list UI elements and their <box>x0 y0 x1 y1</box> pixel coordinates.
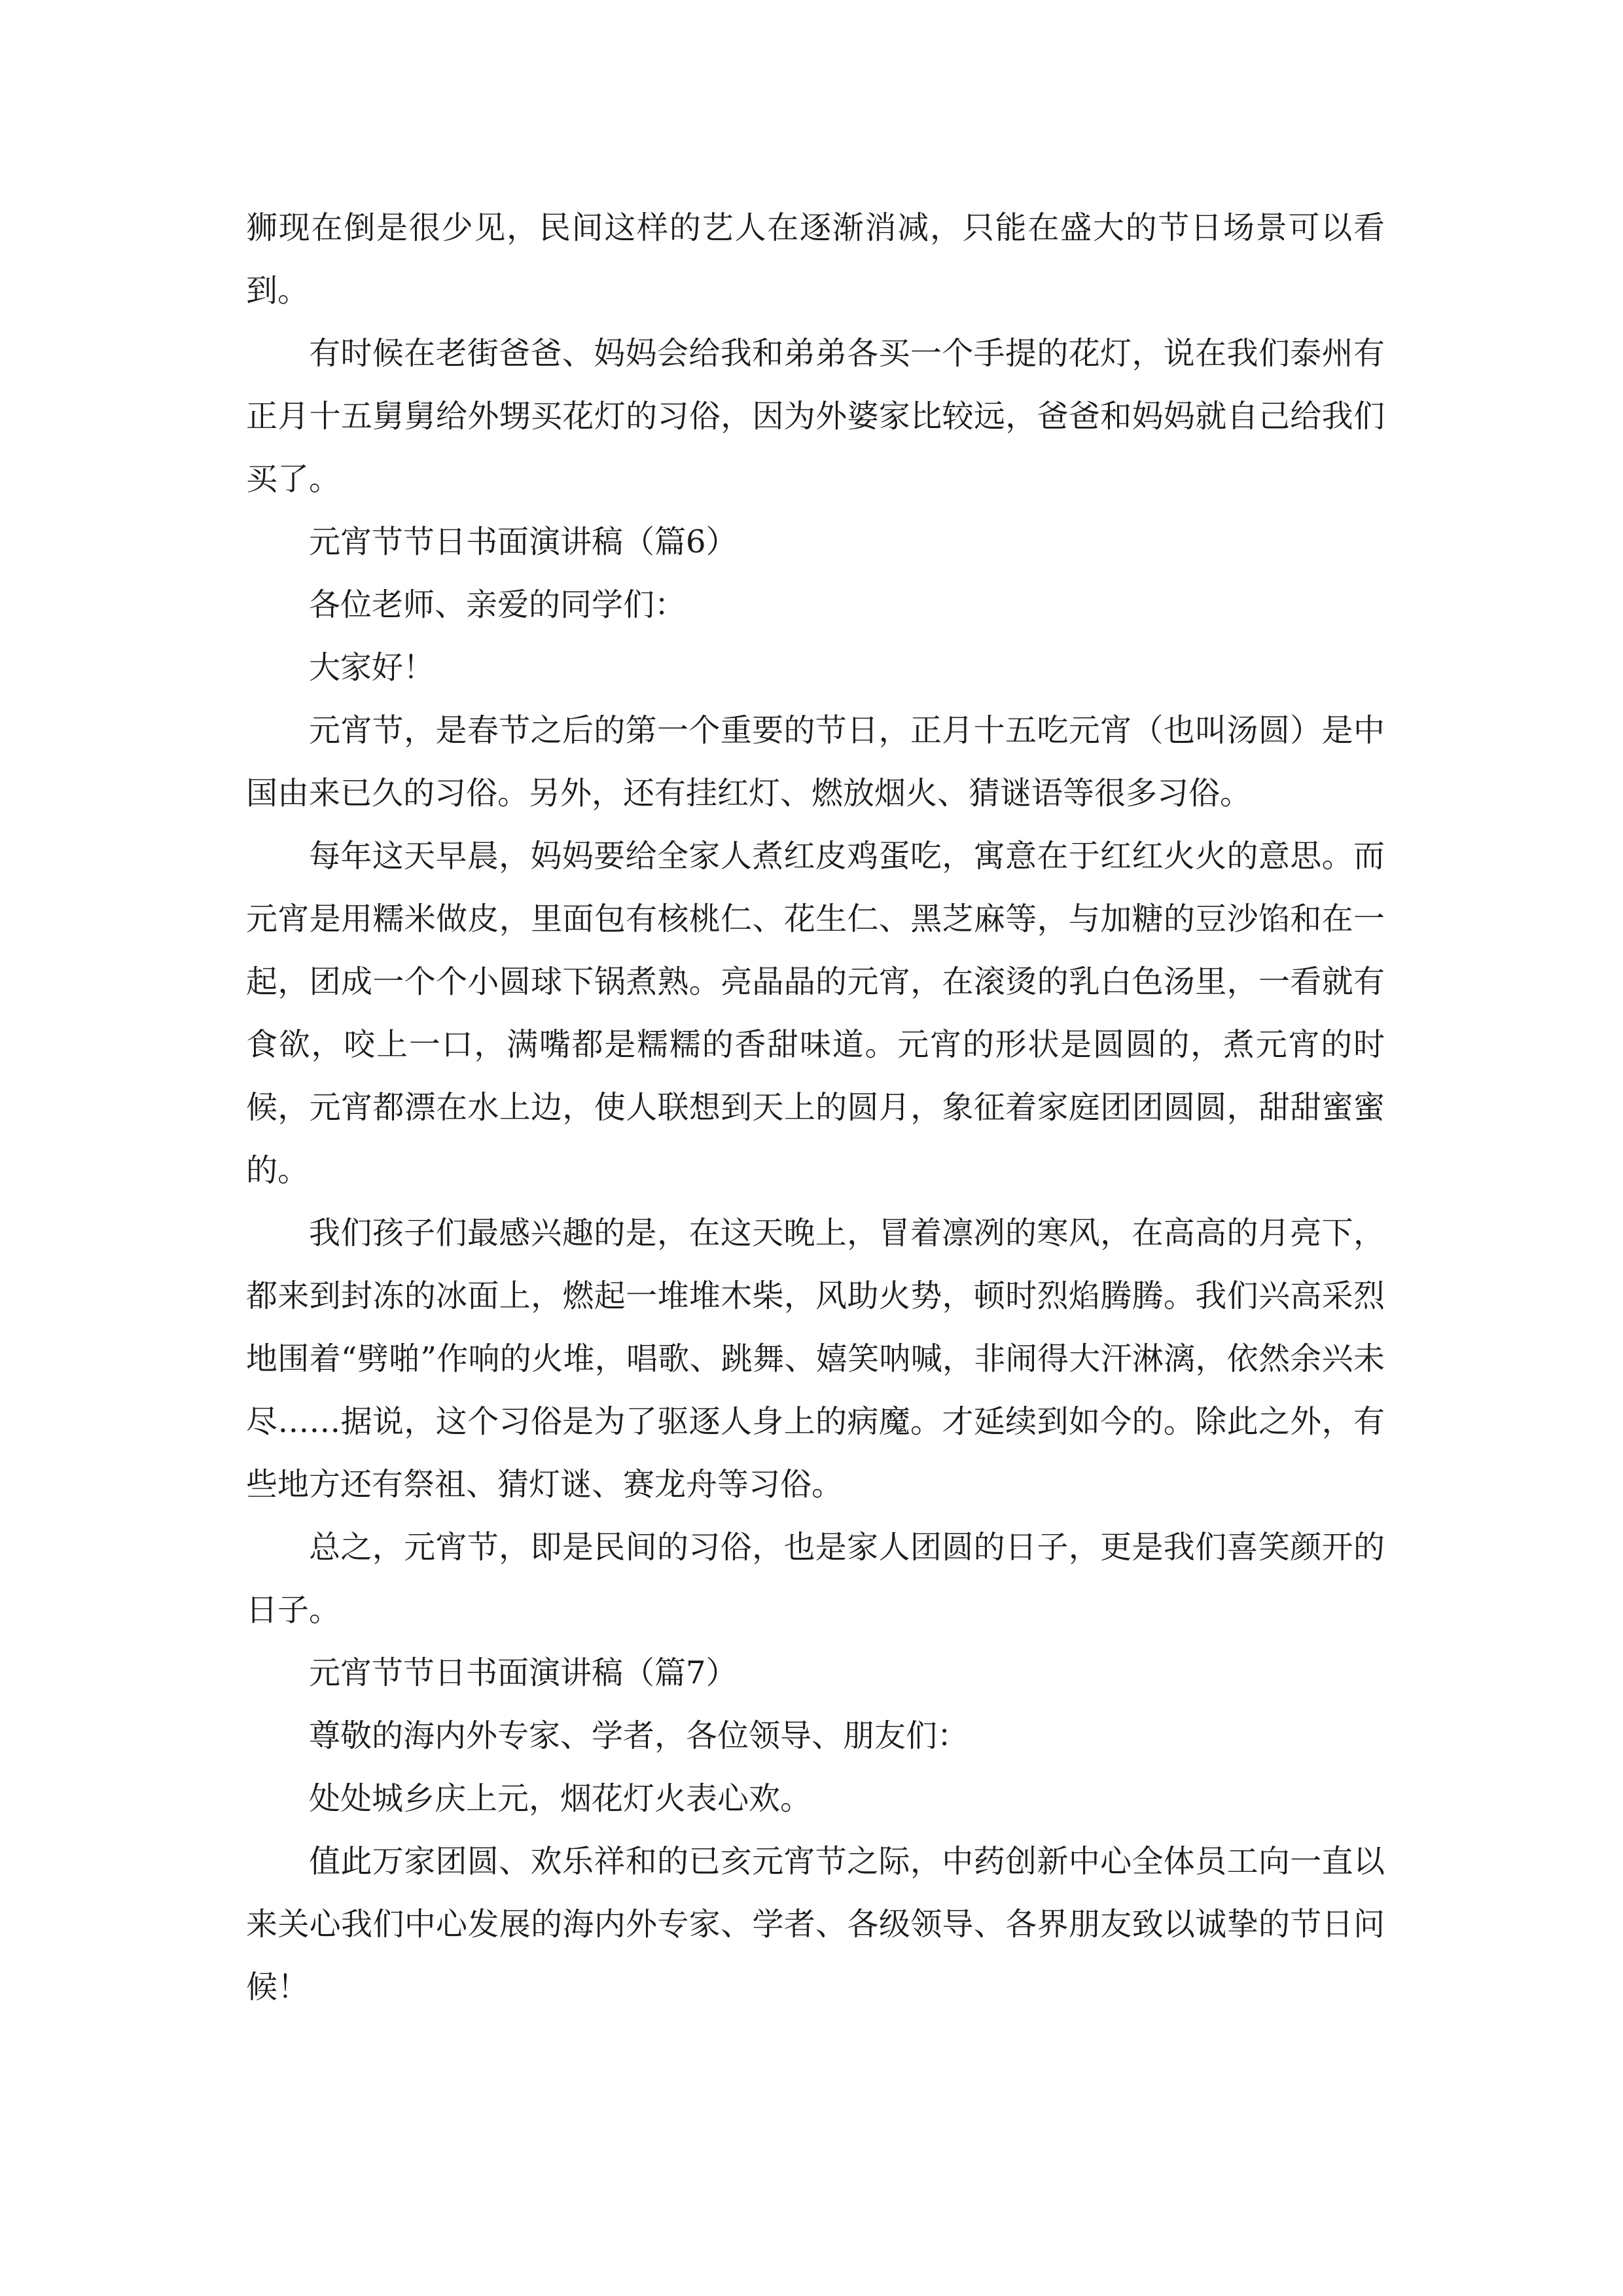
section-heading: 元宵节节日书面演讲稿（篇6） <box>309 524 738 560</box>
document-body <box>246 196 1385 2018</box>
paragraph: 我们孩子们最感兴趣的是，在这天晚上，冒着凛冽的寒风，在高高的月亮下，都来到封冻的冰面上，燃起一堆堆木柴，风助火势，顿时烈焰腾腾。我们兴高采烈地围着“劈啪”作响的火堆，唱歌、跳舞、嬉笑呐喊，非闹得大汗淋漓，依然余兴未尽……据说，这个习俗是为了驱逐人身上的病魔。才延续到如今的。除此之外，有些地方还有祭祖、猜灯谜、赛龙舟等习俗。 <box>246 1215 1385 1503</box>
salutation: 各位老师、亲爱的同学们： <box>309 586 687 623</box>
section-heading: 元宵节节日书面演讲稿（篇7） <box>309 1655 738 1691</box>
paragraph: 狮现在倒是很少见，民间这样的艺人在逐渐消减，只能在盛大的节日场景可以看到。 <box>246 209 1385 309</box>
paragraph: 有时候在老街爸爸、妈妈会给我和弟弟各买一个手提的花灯，说在我们泰州有正月十五舅舅给外甥买花灯的习俗，因为外婆家比较远，爸爸和妈妈就自己给我们买了。 <box>246 335 1385 497</box>
paragraph: 总之，元宵节，即是民间的习俗，也是家人团圆的日子，更是我们喜笑颜开的日子。 <box>246 1529 1385 1628</box>
salutation: 尊敬的海内外专家、学者，各位领导、朋友们： <box>309 1717 969 1754</box>
paragraph: 处处城乡庆上元，烟花灯火表心欢。 <box>309 1780 812 1817</box>
greeting: 大家好！ <box>309 649 435 686</box>
paragraph: 值此万家团圆、欢乐祥和的已亥元宵节之际，中药创新中心全体员工向一直以来关心我们中心发展的海内外专家、学者、各级领导、各界朋友致以诚挚的节日问候！ <box>246 1843 1385 2005</box>
paragraph: 每年这天早晨，妈妈要给全家人煮红皮鸡蛋吃，寓意在于红红火火的意思。而元宵是用糯米做皮，里面包有核桃仁、花生仁、黑芝麻等，与加糖的豆沙馅和在一起，团成一个个小圆球下锅煮熟。亮晶晶的元宵，在滚烫的乳白色汤里，一看就有食欲，咬上一口，满嘴都是糯糯的香甜味道。元宵的形状是圆圆的，煮元宵的时候，元宵都漂在水上边，使人联想到天上的圆月，象征着家庭团团圆圆，甜甜蜜蜜的。 <box>246 838 1385 1189</box>
paragraph: 元宵节，是春节之后的第一个重要的节日，正月十五吃元宵（也叫汤圆）是中国由来已久的习俗。另外，还有挂红灯、燃放烟火、猜谜语等很多习俗。 <box>246 712 1385 812</box>
